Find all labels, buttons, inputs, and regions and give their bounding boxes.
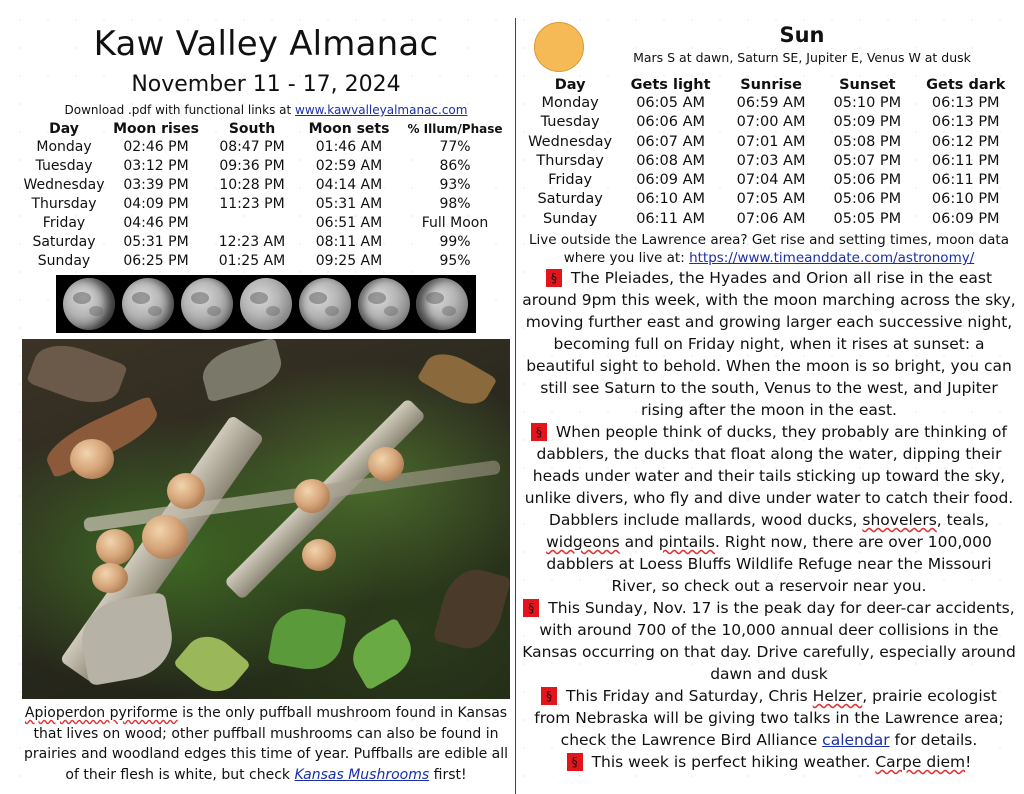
sun-table (522, 76, 1016, 229)
table-cell: 05:06 PM (833, 191, 902, 208)
moon-phase-icon (63, 278, 115, 330)
col-south: South (228, 121, 276, 137)
section-icon: § (531, 423, 547, 441)
table-cell: 07:03 AM (736, 152, 806, 169)
table-cell: 05:09 PM (833, 114, 902, 131)
table-cell: 11:23 PM (219, 196, 285, 212)
table-cell: 06:08 AM (636, 152, 706, 169)
col-moon-rises: Moon rises (113, 121, 199, 137)
moon-table-row (22, 138, 510, 157)
table-cell: 04:14 AM (315, 177, 383, 193)
table-cell: Monday (36, 139, 92, 155)
table-cell: 05:08 PM (833, 133, 902, 150)
sun-table-row (522, 113, 1016, 132)
timeanddate-link[interactable]: https://www.timeanddate.com/astronomy/ (689, 250, 975, 267)
rise-times-note (522, 231, 1016, 267)
note-item (522, 597, 1016, 685)
section-icon: § (541, 687, 557, 705)
section-icon: § (567, 753, 583, 771)
col-day: Day (554, 77, 586, 93)
note-text: . Right now, there are over 100,000 dabblers at Loess Bluffs Wildlife Refuge near the Missouri River, so check out a reservoir near you. (546, 533, 992, 596)
puffball-photo (22, 339, 510, 699)
col-moon-sets: Moon sets (308, 121, 390, 137)
table-cell: 03:12 PM (123, 158, 189, 174)
table-cell: Saturday (537, 191, 603, 208)
table-cell: Friday (42, 215, 86, 231)
moon-table-row (22, 195, 510, 214)
caption-text-1: is the only puffball mushroom found in Kansas that lives on wood; other puffball mushrooms can also be found in prairies and woodland edges this time of year. Puffballs are edible all of their flesh is white, but check (23, 705, 509, 783)
note-item (522, 685, 1016, 751)
table-cell: 08:11 AM (315, 234, 383, 250)
table-cell: Wednesday (23, 177, 105, 193)
table-cell: 06:09 AM (636, 172, 706, 189)
planet-visibility: Mars S at dawn, Saturn SE, Jupiter E, Venus W at dusk (633, 50, 971, 65)
table-cell: 02:59 AM (315, 158, 383, 174)
date-range: November 11 - 17, 2024 (131, 72, 401, 97)
note-text: for details. (889, 731, 978, 750)
moon-phase-icon (240, 278, 292, 330)
table-cell: 98% (439, 196, 471, 212)
col-gets-dark: Gets dark (926, 77, 1006, 93)
table-cell: 05:07 PM (833, 152, 902, 169)
sun-title: Sun (779, 23, 825, 47)
rise-note-text: Live outside the Lawrence area? Get rise and setting times, moon data where you live at: (528, 232, 1009, 267)
note-item (522, 267, 1016, 421)
download-note (22, 102, 510, 118)
table-cell: 08:47 PM (219, 139, 285, 155)
table-cell: 10:28 PM (219, 177, 285, 193)
almanac-website-link[interactable]: www.kawvalleyalmanac.com (295, 103, 468, 117)
table-cell: 06:06 AM (636, 114, 706, 131)
table-cell: 05:05 PM (833, 210, 902, 227)
table-cell: 03:39 PM (123, 177, 189, 193)
table-cell: 06:11 PM (931, 152, 1000, 169)
table-cell: Tuesday (35, 158, 93, 174)
species-name: Apioperdon pyriforme (24, 705, 178, 721)
note-text: , prairie ecologist from Nebraska will be giving two talks in the Lawrence area; check the Lawrence Bird Alliance (534, 687, 1004, 750)
table-cell: 06:25 PM (123, 253, 189, 269)
moon-phase-icon (358, 278, 410, 330)
note-text: The Pleiades, the Hyades and Orion all rise in the east around 9pm this week, with the moon marching across the sky, moving further east and growing larger each successive night, becoming full on Friday night, when it rises at sunset: a beautiful sight to behold. When the moon is so bright, you can still see Saturn to the south, Venus to the west, and Jupiter rising after the moon in the east. (522, 269, 1016, 420)
table-cell: Thursday (31, 196, 97, 212)
table-cell: Wednesday (528, 133, 613, 150)
table-cell: 06:10 PM (931, 191, 1000, 208)
table-cell: 01:46 AM (315, 139, 383, 155)
note-text: shovelers (862, 511, 937, 530)
section-icon: § (546, 269, 562, 287)
note-text: Helzer (812, 687, 863, 706)
column-divider (515, 18, 516, 794)
caption-text-2: first! (429, 766, 467, 783)
note-text: This week is perfect hiking weather. (586, 753, 876, 772)
table-cell: 12:23 AM (218, 234, 286, 250)
table-cell: 05:31 PM (123, 234, 189, 250)
moon-table-row (22, 176, 510, 195)
calendar-link[interactable]: calendar (822, 731, 890, 750)
table-cell: Tuesday (540, 114, 600, 131)
table-cell: 77% (439, 139, 471, 155)
moon-phase-icon (122, 278, 174, 330)
col-gets-light: Gets light (630, 77, 711, 93)
table-cell: 06:09 PM (931, 210, 1000, 227)
sun-table-row (522, 190, 1016, 209)
table-cell: Saturday (32, 234, 96, 250)
col-sunrise: Sunrise (740, 77, 802, 93)
table-cell: 07:01 AM (736, 133, 806, 150)
table-cell: 07:04 AM (736, 172, 806, 189)
note-item (522, 751, 1016, 773)
table-cell: 07:05 AM (736, 191, 806, 208)
table-cell: 04:09 PM (123, 196, 189, 212)
table-cell: 07:00 AM (736, 114, 806, 131)
weekly-notes (522, 267, 1016, 773)
table-cell: 06:13 PM (931, 95, 1000, 111)
table-cell: 99% (439, 234, 471, 250)
table-cell: 06:51 AM (315, 215, 383, 231)
table-cell: Sunday (37, 253, 91, 269)
table-cell: 05:31 AM (315, 196, 383, 212)
table-cell: 05:10 PM (833, 95, 902, 111)
table-cell: 06:07 AM (636, 133, 706, 150)
moon-phase-icon (416, 278, 468, 330)
moon-table-row (22, 252, 510, 271)
note-item (522, 421, 1016, 597)
col-day: Day (49, 121, 79, 137)
moon-phase-icon (299, 278, 351, 330)
table-cell: 06:10 AM (636, 191, 706, 208)
table-cell (206, 214, 298, 233)
col-sunset: Sunset (839, 77, 896, 93)
sun-table-row (522, 210, 1016, 229)
note-text: , teals, (936, 511, 990, 530)
kansas-mushrooms-link[interactable]: Kansas Mushrooms (294, 766, 430, 783)
sun-table-row (522, 152, 1016, 171)
sun-table-row (522, 133, 1016, 152)
left-column (22, 20, 510, 785)
table-cell: 09:25 AM (315, 253, 383, 269)
table-cell: 95% (439, 253, 471, 269)
table-cell: 86% (439, 158, 471, 174)
col-illum-phase: % Illum/Phase (407, 122, 503, 136)
page-title: Kaw Valley Almanac (93, 24, 439, 64)
sun-icon (534, 22, 584, 72)
table-cell: 06:13 PM (931, 114, 1000, 131)
note-text: This Sunday, Nov. 17 is the peak day for deer-car accidents, with around 700 of the 10,000 annual deer collisions in the Kansas occurring on that day. Drive carefully, especially around dawn and dusk (522, 599, 1016, 684)
moon-table-header (22, 120, 510, 138)
table-cell: 06:12 PM (931, 133, 1000, 150)
moon-phase-strip (56, 275, 476, 333)
table-cell: 09:36 PM (219, 158, 285, 174)
moon-table-row (22, 214, 510, 233)
sun-header (522, 20, 1016, 72)
note-text: widgeons (546, 533, 620, 552)
table-cell: 07:06 AM (736, 210, 806, 227)
table-cell: 04:46 PM (123, 215, 189, 231)
sun-table-row (522, 171, 1016, 190)
moon-table-row (22, 157, 510, 176)
note-text: ! (965, 753, 972, 772)
table-cell: 01:25 AM (218, 253, 286, 269)
table-cell: 06:11 PM (931, 172, 1000, 189)
note-text: When people think of ducks, they probably are thinking of dabblers, the ducks that float along the water, dipping their heads under water and their tails sticking up toward the sky, unlike divers, who fly and dive under water to catch their food. Dabblers include mallards, wood ducks, (524, 423, 1014, 530)
table-cell: Full Moon (421, 215, 489, 231)
table-cell: 93% (439, 177, 471, 193)
table-cell: Thursday (536, 152, 604, 169)
note-text: This Friday and Saturday, Chris (561, 687, 813, 706)
table-cell: 06:59 AM (736, 95, 806, 111)
section-icon: § (523, 599, 539, 617)
moon-table-row (22, 233, 510, 252)
moon-phase-icon (181, 278, 233, 330)
table-cell: 06:11 AM (636, 210, 706, 227)
sun-table-header (522, 76, 1016, 94)
table-cell: Friday (548, 172, 593, 189)
note-text: and (619, 533, 659, 552)
note-text: Carpe diem (875, 753, 966, 772)
photo-caption (22, 703, 510, 785)
note-text: pintails (658, 533, 715, 552)
table-cell: 06:05 AM (636, 95, 706, 111)
table-cell: 05:06 PM (833, 172, 902, 189)
table-cell: 02:46 PM (123, 139, 189, 155)
moon-table (22, 120, 510, 271)
sun-table-row (522, 94, 1016, 113)
table-cell: Monday (541, 95, 599, 111)
download-text: Download .pdf with functional links at (64, 103, 296, 117)
right-column (522, 20, 1016, 773)
table-cell: Sunday (543, 210, 598, 227)
